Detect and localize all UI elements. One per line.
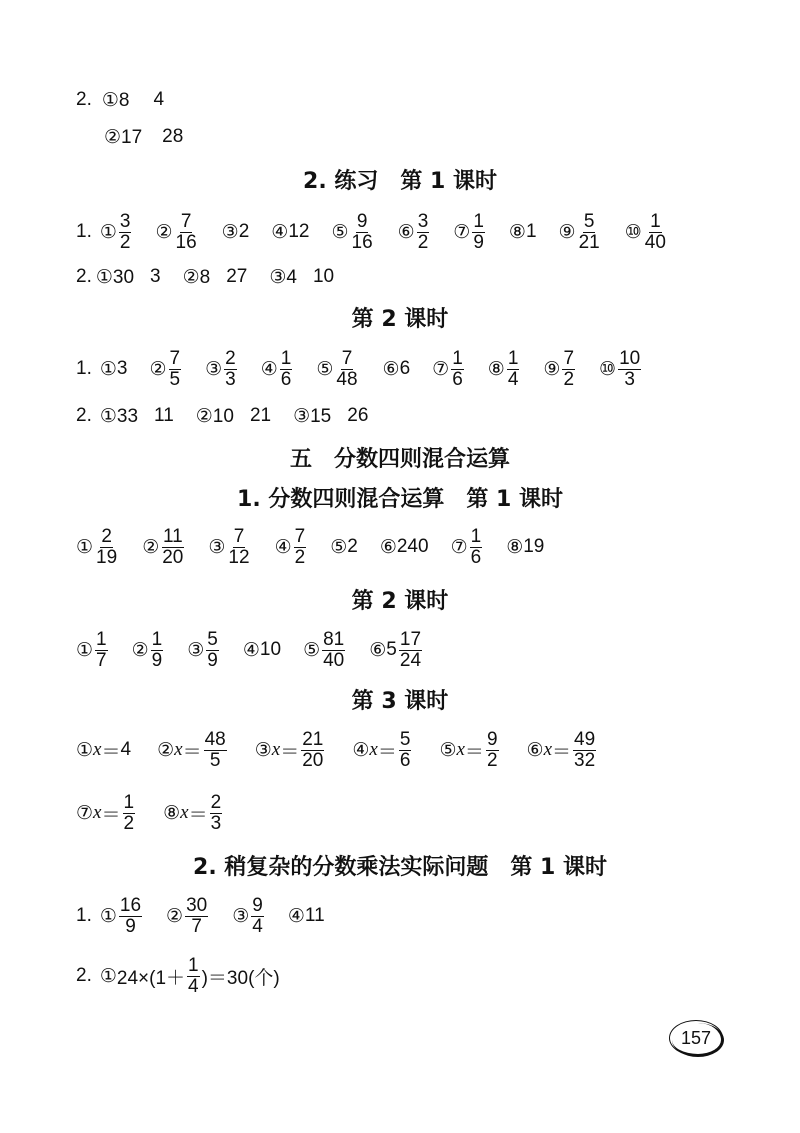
answer-value: ②10 bbox=[195, 405, 234, 427]
numerator: 1 bbox=[507, 347, 519, 369]
answer-item bbox=[559, 212, 603, 253]
answer-item bbox=[303, 630, 347, 671]
lianxi-q1-row bbox=[76, 209, 740, 255]
answer-item bbox=[76, 630, 110, 671]
denominator: 6 bbox=[280, 368, 292, 390]
equals-sign: ＝ bbox=[182, 741, 202, 763]
answer-marker: ④ bbox=[242, 639, 260, 661]
equation-item bbox=[157, 730, 229, 771]
numerator: 7 bbox=[180, 210, 192, 232]
answer-item bbox=[208, 527, 252, 568]
answer-item bbox=[100, 349, 128, 390]
answer-item bbox=[330, 527, 358, 568]
answer-marker: ⑨ bbox=[558, 221, 576, 243]
answer-list bbox=[100, 349, 665, 390]
fraction bbox=[351, 212, 374, 253]
fraction bbox=[294, 527, 307, 568]
answer-value: 3 bbox=[150, 265, 161, 287]
denominator: 40 bbox=[323, 649, 345, 671]
variable: x bbox=[543, 739, 552, 760]
variable: x bbox=[456, 739, 465, 760]
variable: x bbox=[93, 802, 102, 823]
fraction bbox=[210, 793, 223, 834]
denominator: 5 bbox=[209, 749, 221, 771]
question-label: 2. bbox=[76, 89, 92, 110]
denominator: 9 bbox=[125, 915, 136, 937]
answer-value: 12 bbox=[288, 221, 310, 242]
fraction bbox=[322, 630, 345, 671]
answer-item bbox=[100, 896, 144, 937]
answer-marker: ⑤ bbox=[439, 739, 457, 761]
fraction bbox=[486, 730, 499, 771]
denominator: 2 bbox=[486, 749, 498, 771]
fraction bbox=[280, 349, 293, 390]
answer-item bbox=[222, 212, 250, 253]
variable: x bbox=[174, 739, 183, 760]
answer-item bbox=[166, 896, 210, 937]
denominator: 9 bbox=[473, 231, 484, 253]
answer-marker: ④ bbox=[352, 739, 370, 761]
answer-value: 3 bbox=[116, 358, 128, 379]
answer-marker: ⑤ bbox=[303, 639, 321, 661]
answer-value: 21 bbox=[249, 404, 272, 426]
answer-marker: ⑧ bbox=[508, 221, 526, 243]
answer-marker: ① bbox=[76, 739, 94, 761]
answer-list bbox=[100, 405, 391, 428]
answer-marker: ① bbox=[99, 905, 117, 927]
denominator: 24 bbox=[399, 649, 422, 671]
fraction bbox=[573, 730, 596, 771]
denominator: 20 bbox=[302, 749, 324, 771]
denominator: 19 bbox=[96, 546, 118, 568]
answer-marker: ⑦ bbox=[432, 358, 450, 380]
equation-item bbox=[255, 730, 327, 771]
answer-value: 11 bbox=[304, 905, 325, 926]
numerator: 1 bbox=[650, 210, 661, 232]
top-line-2 bbox=[104, 114, 740, 160]
answer-value: 4 bbox=[120, 739, 132, 760]
answer-value: ②8 bbox=[182, 266, 211, 288]
numerator: 2 bbox=[225, 347, 236, 369]
answer-value: ①30 bbox=[95, 266, 135, 288]
denominator: 6 bbox=[470, 546, 482, 568]
denominator: 4 bbox=[188, 975, 199, 997]
numerator: 1 bbox=[280, 347, 292, 369]
section-heading-lianxi: 2. 练习 第 1 课时 bbox=[303, 169, 497, 194]
lesson2-q2-row bbox=[76, 393, 740, 439]
numerator: 1 bbox=[123, 791, 135, 813]
unit5-l3b-row bbox=[76, 790, 740, 836]
denominator: 6 bbox=[452, 368, 463, 390]
numerator: 9 bbox=[356, 210, 368, 232]
answer-marker: ③ bbox=[221, 221, 239, 243]
equation-item bbox=[76, 730, 131, 771]
page-number: 157 bbox=[669, 1020, 723, 1056]
answer-value: ①33 bbox=[99, 405, 139, 427]
expression-part: )＝30(个) bbox=[201, 967, 280, 989]
numerator: 5 bbox=[583, 210, 595, 232]
fraction bbox=[123, 793, 136, 834]
numerator: 30 bbox=[186, 894, 208, 916]
numerator: 1 bbox=[473, 210, 484, 232]
answer-marker: ③ bbox=[254, 739, 272, 761]
answer-item bbox=[187, 630, 221, 671]
question-label: 2. bbox=[76, 405, 92, 426]
fraction bbox=[206, 630, 219, 671]
numerator: 9 bbox=[486, 728, 498, 750]
numerator: 7 bbox=[341, 347, 353, 369]
equation-list bbox=[76, 730, 624, 771]
answer-list bbox=[96, 266, 356, 289]
equation-item bbox=[163, 793, 224, 834]
answer-item bbox=[488, 349, 522, 390]
variable: x bbox=[180, 802, 189, 823]
fraction bbox=[119, 896, 142, 937]
question-label: 1. bbox=[76, 358, 92, 379]
answer-marker: ⑥ bbox=[397, 221, 415, 243]
answer-marker: ③ bbox=[232, 905, 250, 927]
answer-value: 2 bbox=[238, 221, 250, 242]
numerator: 2 bbox=[101, 525, 112, 547]
denominator: 2 bbox=[119, 231, 131, 253]
numerator: 1 bbox=[151, 628, 163, 650]
answer-item bbox=[398, 212, 432, 253]
answer-item bbox=[261, 349, 295, 390]
fraction bbox=[472, 212, 485, 253]
answer-item bbox=[271, 212, 309, 253]
answer-marker: ④ bbox=[274, 536, 292, 558]
answer-marker: ① bbox=[99, 358, 117, 380]
equals-sign: ＝ bbox=[280, 741, 300, 763]
answer-marker: ① bbox=[99, 221, 117, 243]
answer-item bbox=[149, 349, 183, 390]
fraction bbox=[562, 349, 575, 390]
answer-item bbox=[155, 212, 199, 253]
equation-item bbox=[439, 730, 500, 771]
answer-item bbox=[383, 349, 411, 390]
answer-value: 19 bbox=[523, 536, 545, 557]
answer-item bbox=[142, 527, 186, 568]
equation-item bbox=[352, 730, 413, 771]
fraction bbox=[618, 349, 641, 390]
answer-marker: ③ bbox=[187, 639, 205, 661]
answer-item bbox=[543, 349, 577, 390]
equals-sign: ＝ bbox=[101, 804, 121, 826]
denominator: 48 bbox=[336, 368, 358, 390]
numerator: 2 bbox=[210, 791, 222, 813]
fraction bbox=[399, 630, 422, 671]
lesson2-heading: 第 2 课时 bbox=[351, 307, 449, 332]
answer-marker: ⑥ bbox=[369, 639, 387, 661]
denominator: 7 bbox=[96, 649, 107, 671]
fraction bbox=[119, 212, 132, 253]
denominator: 12 bbox=[228, 546, 250, 568]
denominator: 9 bbox=[151, 649, 163, 671]
section2-q1-row bbox=[76, 893, 740, 939]
denominator: 5 bbox=[169, 368, 181, 390]
answer-item bbox=[506, 527, 544, 568]
answer-item bbox=[451, 527, 485, 568]
answer-marker: ④ bbox=[260, 358, 278, 380]
answer-item bbox=[132, 630, 166, 671]
numerator: 7 bbox=[294, 525, 306, 547]
equals-sign: ＝ bbox=[552, 741, 572, 763]
answer-marker: ④ bbox=[271, 221, 289, 243]
lesson1-heading: 1. 分数四则混合运算 第 1 课时 bbox=[237, 487, 563, 512]
question-label: 1. bbox=[76, 905, 92, 926]
variable: x bbox=[369, 739, 378, 760]
answer-value: 4 bbox=[153, 89, 165, 110]
answer-item bbox=[509, 212, 537, 253]
denominator: 20 bbox=[162, 546, 184, 568]
answer-marker: ⑦ bbox=[450, 536, 468, 558]
answer-marker: ① bbox=[76, 639, 94, 661]
denominator: 2 bbox=[294, 546, 306, 568]
answer-item bbox=[331, 212, 375, 253]
answer-item bbox=[232, 896, 266, 937]
denominator: 3 bbox=[225, 368, 236, 390]
answer-marker: ⑨ bbox=[543, 358, 561, 380]
fraction bbox=[151, 630, 164, 671]
fraction bbox=[224, 349, 237, 390]
denominator: 3 bbox=[210, 812, 222, 834]
answer-marker: ② bbox=[142, 536, 160, 558]
answer-list bbox=[100, 896, 347, 937]
answer-item bbox=[205, 349, 239, 390]
fraction bbox=[251, 896, 264, 937]
answer-marker: ⑧ bbox=[487, 358, 505, 380]
answer-marker: ⑦ bbox=[453, 221, 471, 243]
equation-item bbox=[527, 730, 599, 771]
numerator: 3 bbox=[119, 210, 131, 232]
fraction bbox=[451, 349, 464, 390]
numerator: 48 bbox=[204, 728, 226, 750]
fraction bbox=[578, 212, 601, 253]
numerator: 9 bbox=[252, 894, 263, 916]
section2-q2-row bbox=[76, 953, 740, 999]
section2-heading: 2. 稍复杂的分数乘法实际问题 第 1 课时 bbox=[193, 855, 607, 880]
denominator: 32 bbox=[574, 749, 596, 771]
fraction bbox=[470, 527, 483, 568]
answer-marker: ⑤ bbox=[316, 358, 334, 380]
answer-marker: ⑩ bbox=[624, 221, 642, 243]
fraction bbox=[161, 527, 184, 568]
fraction bbox=[399, 730, 412, 771]
answer-marker: ⑩ bbox=[599, 358, 617, 380]
fraction bbox=[335, 349, 358, 390]
answer-value: 1 bbox=[525, 221, 537, 242]
numerator: 5 bbox=[399, 728, 411, 750]
equals-sign: ＝ bbox=[377, 741, 397, 763]
denominator: 40 bbox=[644, 231, 666, 253]
fraction bbox=[169, 349, 182, 390]
answer-marker: ① bbox=[76, 536, 94, 558]
numerator: 49 bbox=[574, 728, 596, 750]
answer-marker: ⑤ bbox=[331, 221, 349, 243]
numerator: 1 bbox=[96, 628, 107, 650]
answer-value: ③15 bbox=[293, 405, 332, 427]
fraction bbox=[95, 630, 108, 671]
answer-list bbox=[76, 630, 446, 671]
numerator: 16 bbox=[119, 894, 142, 916]
answer-item bbox=[100, 212, 134, 253]
answer-item bbox=[380, 527, 429, 568]
question-label: 2. bbox=[76, 965, 92, 986]
answer-value: 28 bbox=[162, 126, 184, 147]
numerator: 7 bbox=[169, 347, 181, 369]
answer-item bbox=[369, 630, 424, 671]
question-label: 1. bbox=[76, 221, 92, 242]
answer-value: 6 bbox=[399, 358, 411, 379]
answer-value: 11 bbox=[154, 404, 174, 426]
answer-value: ①8 bbox=[101, 89, 130, 111]
answer-marker: ① bbox=[99, 965, 117, 987]
denominator: 2 bbox=[417, 231, 429, 253]
fraction bbox=[417, 212, 430, 253]
answer-marker: ⑥ bbox=[526, 739, 544, 761]
question-label: 2. bbox=[76, 266, 92, 287]
numerator: 1 bbox=[188, 954, 199, 976]
fraction bbox=[175, 212, 198, 253]
fraction bbox=[95, 527, 118, 568]
denominator: 4 bbox=[507, 368, 519, 390]
answer-item bbox=[243, 630, 281, 671]
unit5-l3a-row bbox=[76, 727, 740, 773]
answer-marker: ② bbox=[149, 358, 167, 380]
numerator: 7 bbox=[233, 525, 245, 547]
numerator: 1 bbox=[452, 347, 463, 369]
answer-value: 240 bbox=[396, 536, 429, 557]
answer-marker: ② bbox=[155, 221, 173, 243]
fraction bbox=[644, 212, 667, 253]
answer-marker: ② bbox=[166, 905, 184, 927]
answer-value: 27 bbox=[226, 265, 248, 287]
equals-sign: ＝ bbox=[188, 804, 208, 826]
answer-value: 10 bbox=[312, 265, 335, 287]
answer-item bbox=[288, 896, 325, 937]
equals-sign: ＝ bbox=[101, 741, 121, 763]
answer-item bbox=[316, 349, 360, 390]
answer-value: 2 bbox=[347, 536, 358, 557]
equals-sign: ＝ bbox=[464, 741, 484, 763]
denominator: 9 bbox=[207, 649, 218, 671]
lesson2-q1-row bbox=[76, 346, 740, 392]
denominator: 21 bbox=[578, 231, 600, 253]
unit5-l1-row bbox=[76, 524, 740, 570]
answer-marker: ④ bbox=[287, 905, 305, 927]
answer-item bbox=[599, 349, 643, 390]
answer-value: ②17 bbox=[104, 126, 143, 148]
answer-item bbox=[432, 349, 466, 390]
fraction bbox=[187, 956, 200, 997]
denominator: 7 bbox=[191, 915, 202, 937]
variable: x bbox=[271, 739, 281, 760]
answer-marker: ⑧ bbox=[506, 536, 524, 558]
answer-marker: ② bbox=[157, 739, 175, 761]
numerator: 21 bbox=[302, 728, 324, 750]
answer-item bbox=[453, 212, 487, 253]
denominator: 16 bbox=[351, 231, 373, 253]
answer-list bbox=[100, 212, 691, 253]
numerator: 1 bbox=[470, 525, 482, 547]
numerator: 3 bbox=[417, 210, 429, 232]
answer-marker: ③ bbox=[205, 358, 223, 380]
numerator: 7 bbox=[563, 347, 575, 369]
answer-marker: ⑥ bbox=[382, 358, 400, 380]
equation-list bbox=[76, 793, 250, 834]
answer-list bbox=[76, 527, 566, 568]
answer-marker: ⑤ bbox=[330, 536, 348, 558]
answer-value: ③4 bbox=[269, 266, 297, 288]
fraction bbox=[185, 896, 208, 937]
fraction bbox=[507, 349, 520, 390]
denominator: 16 bbox=[175, 231, 197, 253]
expression-part: 24×(1＋ bbox=[116, 967, 186, 989]
denominator: 3 bbox=[624, 368, 635, 390]
unit5-lesson2-heading: 第 2 课时 bbox=[351, 589, 449, 614]
answer-marker: ⑦ bbox=[76, 802, 94, 824]
answer-marker: ③ bbox=[208, 536, 226, 558]
answer-value: 26 bbox=[347, 404, 369, 426]
fraction bbox=[204, 730, 227, 771]
answer-marker: ⑥ bbox=[379, 536, 397, 558]
answer-marker: ⑧ bbox=[163, 802, 181, 824]
unit5-lesson3-heading: 第 3 课时 bbox=[351, 689, 449, 714]
denominator: 2 bbox=[563, 368, 575, 390]
answer-marker: ② bbox=[131, 639, 149, 661]
equation-item bbox=[76, 793, 137, 834]
whole-part: 5 bbox=[386, 639, 397, 660]
denominator: 4 bbox=[252, 915, 263, 937]
numerator: 5 bbox=[207, 628, 218, 650]
numerator: 81 bbox=[323, 628, 345, 650]
unit5-l2-row bbox=[76, 627, 740, 673]
answer-item bbox=[275, 527, 309, 568]
denominator: 6 bbox=[399, 749, 411, 771]
numerator: 11 bbox=[162, 525, 183, 547]
numerator: 10 bbox=[619, 347, 641, 369]
answer-item bbox=[76, 527, 120, 568]
lianxi-q2-row bbox=[76, 254, 740, 300]
answer-item bbox=[625, 212, 669, 253]
variable: x bbox=[93, 739, 102, 760]
unit-heading: 五 分数四则混合运算 bbox=[289, 447, 510, 472]
denominator: 2 bbox=[123, 812, 135, 834]
answer-value: 10 bbox=[259, 639, 282, 660]
fraction bbox=[301, 730, 324, 771]
fraction bbox=[227, 527, 250, 568]
numerator: 17 bbox=[399, 628, 422, 650]
